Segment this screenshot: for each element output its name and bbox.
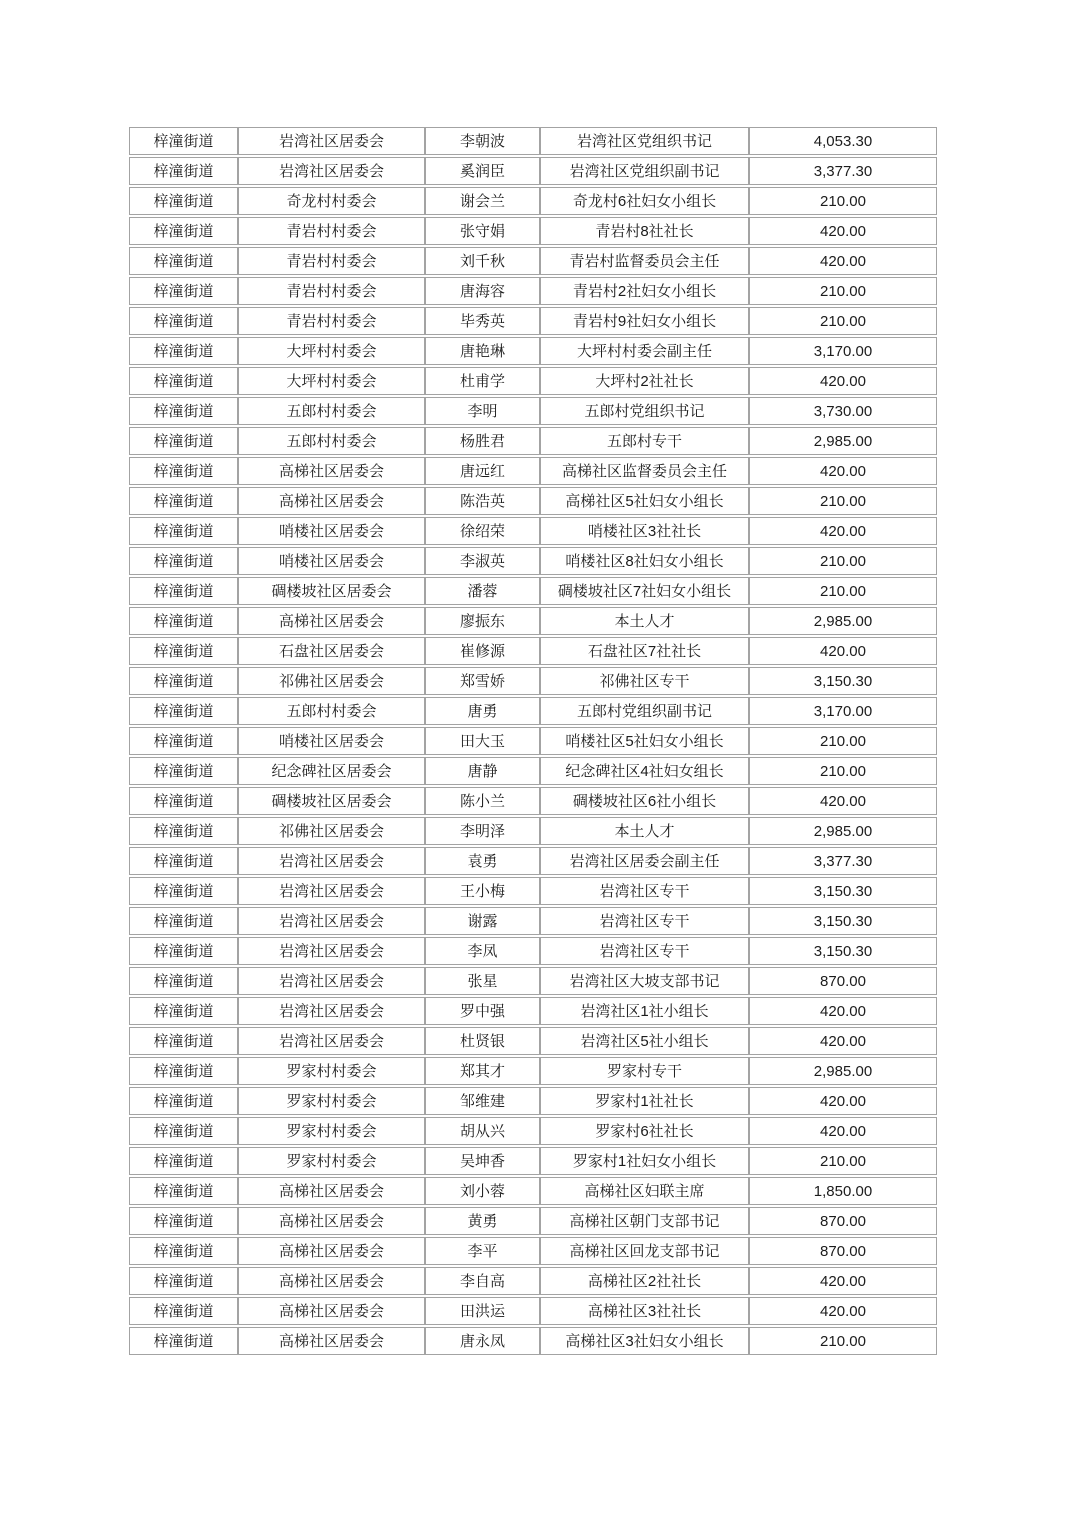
cell-amount: 870.00 [749,967,937,995]
cell-street: 梓潼街道 [129,757,238,785]
table-row [129,457,937,485]
cell-person-name: 吴坤香 [425,1147,540,1175]
cell-person-name: 郑雪娇 [425,667,540,695]
cell-street: 梓潼街道 [129,1207,238,1235]
cell-organization: 罗家村村委会 [238,1147,425,1175]
cell-street: 梓潼街道 [129,157,238,185]
cell-amount: 420.00 [749,637,937,665]
cell-position: 碉楼坡社区7社妇女小组长 [540,577,749,605]
cell-organization: 祁佛社区居委会 [238,667,425,695]
cell-street: 梓潼街道 [129,1327,238,1355]
cell-amount: 3,377.30 [749,157,937,185]
cell-person-name: 田洪运 [425,1297,540,1325]
cell-street: 梓潼街道 [129,1057,238,1085]
cell-person-name: 郑其才 [425,1057,540,1085]
cell-organization: 岩湾社区居委会 [238,937,425,965]
cell-amount: 420.00 [749,247,937,275]
cell-position: 罗家村专干 [540,1057,749,1085]
cell-person-name: 杜甫学 [425,367,540,395]
cell-street: 梓潼街道 [129,1237,238,1265]
cell-position: 岩湾社区专干 [540,877,749,905]
cell-person-name: 李凤 [425,937,540,965]
cell-position: 高梯社区3社社长 [540,1297,749,1325]
cell-person-name: 毕秀英 [425,307,540,335]
cell-organization: 五郎村村委会 [238,397,425,425]
cell-organization: 岩湾社区居委会 [238,877,425,905]
cell-person-name: 罗中强 [425,997,540,1025]
cell-amount: 210.00 [749,277,937,305]
cell-organization: 高梯社区居委会 [238,1297,425,1325]
cell-organization: 岩湾社区居委会 [238,997,425,1025]
cell-street: 梓潼街道 [129,217,238,245]
cell-amount: 3,150.30 [749,667,937,695]
cell-street: 梓潼街道 [129,307,238,335]
cell-amount: 3,730.00 [749,397,937,425]
table-row [129,1267,937,1295]
table-row [129,337,937,365]
cell-street: 梓潼街道 [129,607,238,635]
cell-street: 梓潼街道 [129,877,238,905]
table-row [129,127,937,155]
cell-person-name: 李自高 [425,1267,540,1295]
cell-position: 大坪村村委会副主任 [540,337,749,365]
table-row [129,487,937,515]
cell-street: 梓潼街道 [129,667,238,695]
cell-street: 梓潼街道 [129,517,238,545]
cell-person-name: 李朝波 [425,127,540,155]
cell-position: 罗家村6社社长 [540,1117,749,1145]
table-row [129,577,937,605]
cell-organization: 五郎村村委会 [238,697,425,725]
cell-amount: 210.00 [749,547,937,575]
cell-position: 祁佛社区专干 [540,667,749,695]
cell-organization: 五郎村村委会 [238,427,425,455]
cell-position: 岩湾社区专干 [540,907,749,935]
cell-street: 梓潼街道 [129,457,238,485]
table-row [129,787,937,815]
cell-organization: 大坪村村委会 [238,337,425,365]
cell-organization: 岩湾社区居委会 [238,967,425,995]
cell-person-name: 谢会兰 [425,187,540,215]
cell-position: 岩湾社区5社小组长 [540,1027,749,1055]
table-row [129,997,937,1025]
cell-street: 梓潼街道 [129,337,238,365]
cell-amount: 3,150.30 [749,907,937,935]
table-row [129,877,937,905]
cell-street: 梓潼街道 [129,1177,238,1205]
cell-organization: 青岩村村委会 [238,217,425,245]
cell-position: 岩湾社区大坡支部书记 [540,967,749,995]
cell-organization: 岩湾社区居委会 [238,127,425,155]
cell-amount: 3,170.00 [749,697,937,725]
table-row [129,1177,937,1205]
cell-amount: 420.00 [749,1297,937,1325]
cell-street: 梓潼街道 [129,637,238,665]
cell-position: 罗家村1社妇女小组长 [540,1147,749,1175]
cell-person-name: 张守娟 [425,217,540,245]
cell-amount: 210.00 [749,307,937,335]
cell-amount: 870.00 [749,1207,937,1235]
cell-person-name: 唐永凤 [425,1327,540,1355]
cell-amount: 210.00 [749,487,937,515]
cell-amount: 3,150.30 [749,877,937,905]
cell-person-name: 黄勇 [425,1207,540,1235]
cell-position: 青岩村监督委员会主任 [540,247,749,275]
cell-organization: 高梯社区居委会 [238,1177,425,1205]
cell-person-name: 李明泽 [425,817,540,845]
table-row [129,667,937,695]
cell-person-name: 张星 [425,967,540,995]
cell-person-name: 王小梅 [425,877,540,905]
cell-organization: 哨楼社区居委会 [238,517,425,545]
cell-position: 岩湾社区党组织书记 [540,127,749,155]
cell-amount: 420.00 [749,367,937,395]
cell-street: 梓潼街道 [129,277,238,305]
cell-amount: 3,150.30 [749,937,937,965]
table-row [129,427,937,455]
cell-street: 梓潼街道 [129,1117,238,1145]
cell-person-name: 胡从兴 [425,1117,540,1145]
cell-organization: 哨楼社区居委会 [238,547,425,575]
cell-person-name: 唐静 [425,757,540,785]
cell-street: 梓潼街道 [129,577,238,605]
cell-street: 梓潼街道 [129,1027,238,1055]
cell-amount: 420.00 [749,997,937,1025]
cell-street: 梓潼街道 [129,397,238,425]
table-row [129,1027,937,1055]
table-row [129,157,937,185]
cell-street: 梓潼街道 [129,847,238,875]
cell-organization: 石盘社区居委会 [238,637,425,665]
cell-person-name: 徐绍荣 [425,517,540,545]
cell-street: 梓潼街道 [129,547,238,575]
cell-position: 青岩村2社妇女小组长 [540,277,749,305]
cell-amount: 420.00 [749,1117,937,1145]
cell-street: 梓潼街道 [129,997,238,1025]
cell-street: 梓潼街道 [129,937,238,965]
cell-street: 梓潼街道 [129,1087,238,1115]
cell-amount: 210.00 [749,757,937,785]
cell-position: 本土人才 [540,817,749,845]
cell-position: 青岩村8社社长 [540,217,749,245]
cell-street: 梓潼街道 [129,1147,238,1175]
cell-amount: 210.00 [749,1147,937,1175]
cell-street: 梓潼街道 [129,697,238,725]
cell-organization: 高梯社区居委会 [238,1327,425,1355]
cell-position: 高梯社区3社妇女小组长 [540,1327,749,1355]
cell-amount: 2,985.00 [749,817,937,845]
cell-amount: 2,985.00 [749,1057,937,1085]
cell-amount: 420.00 [749,1027,937,1055]
table-row [129,847,937,875]
cell-position: 大坪村2社社长 [540,367,749,395]
table-row [129,307,937,335]
cell-organization: 高梯社区居委会 [238,607,425,635]
cell-street: 梓潼街道 [129,907,238,935]
cell-person-name: 唐艳琳 [425,337,540,365]
table-row [129,547,937,575]
table-row [129,727,937,755]
table-row [129,1087,937,1115]
cell-position: 岩湾社区专干 [540,937,749,965]
cell-street: 梓潼街道 [129,247,238,275]
cell-organization: 碉楼坡社区居委会 [238,787,425,815]
cell-organization: 青岩村村委会 [238,277,425,305]
cell-position: 本土人才 [540,607,749,635]
cell-person-name: 李明 [425,397,540,425]
cell-person-name: 崔修源 [425,637,540,665]
cell-organization: 岩湾社区居委会 [238,907,425,935]
cell-position: 纪念碑社区4社妇女组长 [540,757,749,785]
cell-person-name: 唐远红 [425,457,540,485]
cell-amount: 210.00 [749,577,937,605]
cell-amount: 210.00 [749,727,937,755]
cell-amount: 420.00 [749,517,937,545]
cell-position: 奇龙村6社妇女小组长 [540,187,749,215]
cell-street: 梓潼街道 [129,787,238,815]
table-row [129,637,937,665]
table-row [129,967,937,995]
table-row [129,397,937,425]
cell-amount: 420.00 [749,787,937,815]
cell-position: 岩湾社区1社小组长 [540,997,749,1025]
cell-person-name: 袁勇 [425,847,540,875]
table-row [129,1117,937,1145]
cell-person-name: 唐海容 [425,277,540,305]
cell-amount: 420.00 [749,1267,937,1295]
cell-position: 岩湾社区党组织副书记 [540,157,749,185]
table-body [129,127,937,1355]
cell-position: 岩湾社区居委会副主任 [540,847,749,875]
cell-person-name: 杜贤银 [425,1027,540,1055]
cell-person-name: 李淑英 [425,547,540,575]
cell-amount: 870.00 [749,1237,937,1265]
payment-roster-table [129,125,937,1357]
cell-person-name: 奚润臣 [425,157,540,185]
cell-position: 高梯社区妇联主席 [540,1177,749,1205]
table-row [129,517,937,545]
table-row [129,247,937,275]
table-row [129,1147,937,1175]
cell-organization: 青岩村村委会 [238,307,425,335]
cell-person-name: 陈浩英 [425,487,540,515]
cell-amount: 1,850.00 [749,1177,937,1205]
cell-amount: 3,170.00 [749,337,937,365]
cell-person-name: 刘小蓉 [425,1177,540,1205]
cell-organization: 哨楼社区居委会 [238,727,425,755]
table-row [129,367,937,395]
cell-street: 梓潼街道 [129,727,238,755]
cell-position: 高梯社区2社社长 [540,1267,749,1295]
cell-person-name: 李平 [425,1237,540,1265]
table-row [129,817,937,845]
cell-position: 高梯社区回龙支部书记 [540,1237,749,1265]
table-row [129,217,937,245]
cell-amount: 2,985.00 [749,427,937,455]
cell-person-name: 邹维建 [425,1087,540,1115]
cell-street: 梓潼街道 [129,967,238,995]
cell-street: 梓潼街道 [129,817,238,845]
cell-position: 石盘社区7社社长 [540,637,749,665]
cell-position: 高梯社区监督委员会主任 [540,457,749,485]
cell-organization: 祁佛社区居委会 [238,817,425,845]
cell-street: 梓潼街道 [129,127,238,155]
cell-organization: 岩湾社区居委会 [238,847,425,875]
cell-person-name: 唐勇 [425,697,540,725]
cell-person-name: 杨胜君 [425,427,540,455]
cell-position: 哨楼社区3社社长 [540,517,749,545]
cell-street: 梓潼街道 [129,1297,238,1325]
cell-organization: 罗家村村委会 [238,1117,425,1145]
cell-position: 五郎村党组织书记 [540,397,749,425]
table-row [129,277,937,305]
cell-position: 罗家村1社社长 [540,1087,749,1115]
cell-organization: 高梯社区居委会 [238,457,425,485]
cell-street: 梓潼街道 [129,367,238,395]
cell-street: 梓潼街道 [129,487,238,515]
cell-amount: 420.00 [749,1087,937,1115]
cell-person-name: 廖振东 [425,607,540,635]
cell-amount: 420.00 [749,457,937,485]
cell-street: 梓潼街道 [129,187,238,215]
table-row [129,187,937,215]
cell-position: 哨楼社区5社妇女小组长 [540,727,749,755]
table-row [129,697,937,725]
cell-position: 五郎村专干 [540,427,749,455]
cell-organization: 奇龙村村委会 [238,187,425,215]
cell-person-name: 陈小兰 [425,787,540,815]
cell-amount: 420.00 [749,217,937,245]
cell-amount: 210.00 [749,187,937,215]
cell-organization: 高梯社区居委会 [238,1237,425,1265]
cell-position: 哨楼社区8社妇女小组长 [540,547,749,575]
table-row [129,1297,937,1325]
cell-organization: 高梯社区居委会 [238,487,425,515]
cell-position: 碉楼坡社区6社小组长 [540,787,749,815]
cell-organization: 碉楼坡社区居委会 [238,577,425,605]
cell-position: 青岩村9社妇女小组长 [540,307,749,335]
table-row [129,907,937,935]
cell-position: 高梯社区朝门支部书记 [540,1207,749,1235]
table-row [129,937,937,965]
cell-organization: 大坪村村委会 [238,367,425,395]
table-row [129,1057,937,1085]
cell-organization: 岩湾社区居委会 [238,157,425,185]
cell-amount: 2,985.00 [749,607,937,635]
cell-organization: 罗家村村委会 [238,1057,425,1085]
cell-organization: 高梯社区居委会 [238,1267,425,1295]
cell-amount: 4,053.30 [749,127,937,155]
cell-position: 五郎村党组织副书记 [540,697,749,725]
cell-organization: 青岩村村委会 [238,247,425,275]
cell-organization: 岩湾社区居委会 [238,1027,425,1055]
cell-person-name: 谢露 [425,907,540,935]
cell-organization: 罗家村村委会 [238,1087,425,1115]
cell-organization: 纪念碑社区居委会 [238,757,425,785]
cell-amount: 3,377.30 [749,847,937,875]
cell-person-name: 潘蓉 [425,577,540,605]
table-row [129,607,937,635]
cell-street: 梓潼街道 [129,1267,238,1295]
table-row [129,1207,937,1235]
cell-street: 梓潼街道 [129,427,238,455]
table-row [129,1327,937,1355]
table-row [129,757,937,785]
cell-organization: 高梯社区居委会 [238,1207,425,1235]
cell-person-name: 田大玉 [425,727,540,755]
cell-amount: 210.00 [749,1327,937,1355]
cell-position: 高梯社区5社妇女小组长 [540,487,749,515]
cell-person-name: 刘千秋 [425,247,540,275]
table-row [129,1237,937,1265]
